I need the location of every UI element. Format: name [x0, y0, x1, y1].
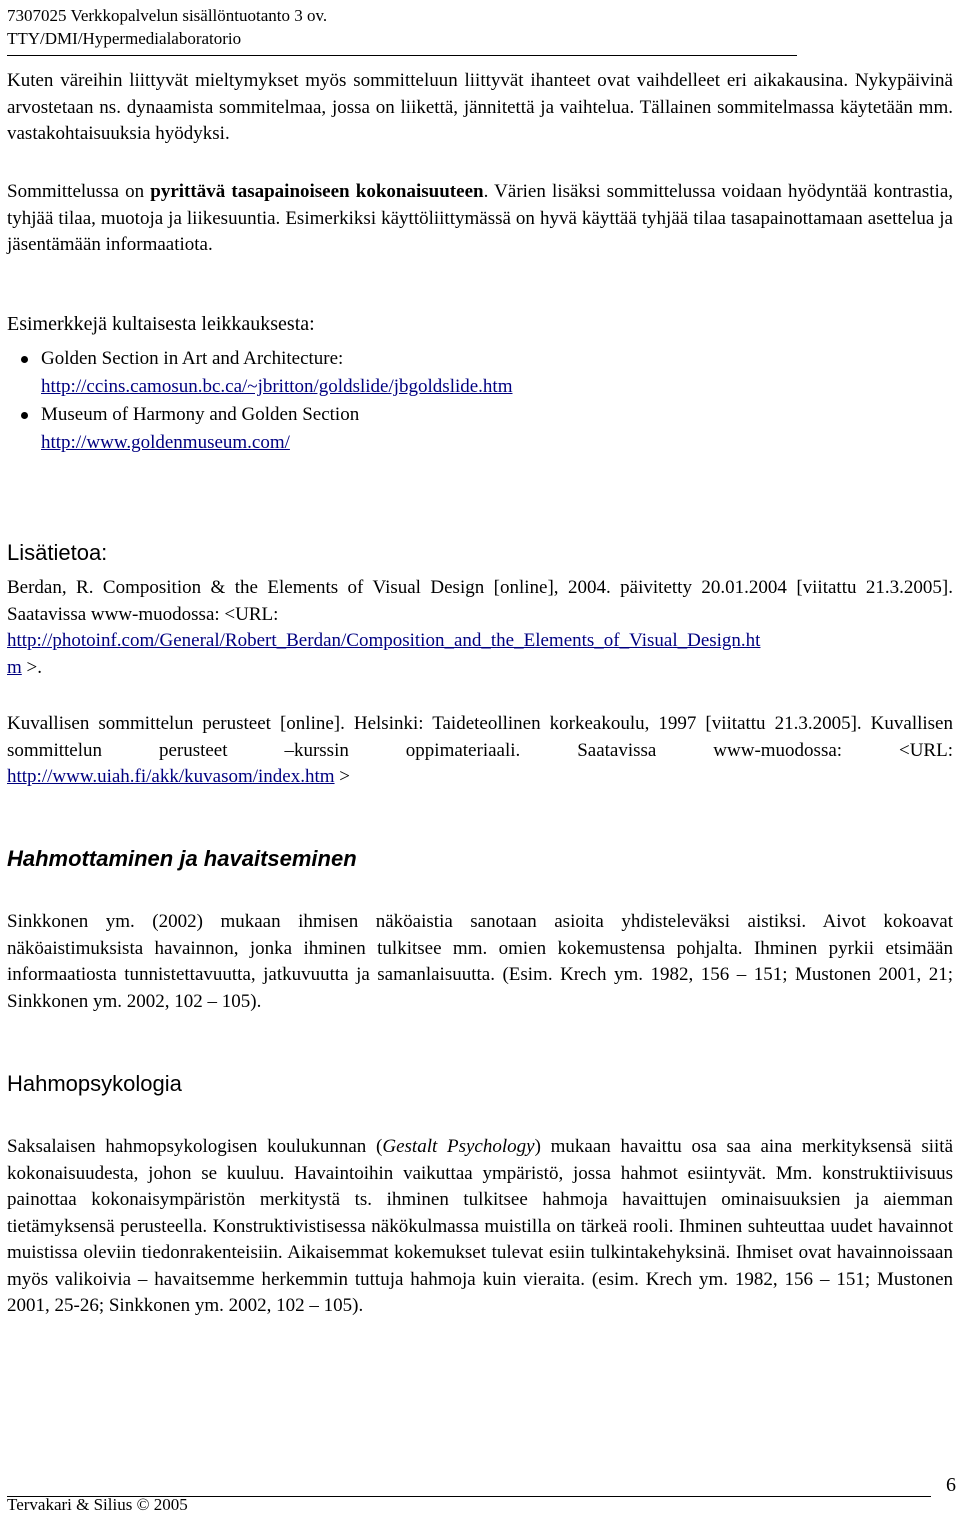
examples-list [7, 345, 953, 457]
header-course: 7307025 Verkkopalvelun sisällöntuotanto 3 ov. [7, 6, 328, 25]
reference-2-tail: > [334, 766, 351, 787]
examples-heading: Esimerkkejä kultaisesta leikkauksesta: [7, 313, 315, 335]
reference-1-link-continued[interactable]: m [7, 656, 22, 678]
list-item [7, 345, 953, 401]
example-link[interactable]: http://ccins.camosun.bc.ca/~jbritton/goldslide/jbgoldslide.htm [41, 376, 513, 397]
perception-paragraph: Sinkkonen ym. (2002) mukaan ihmisen näköaistia sanotaan asioita yhdisteleväksi aistiksi. Aivot kokoavat näköaistimuksista havainnon, jonka ihminen tulkitsee mm. omien kokemustensa pohjalta. Ihminen pyrkii etsimään informaatiosta tunnistettavuutta, jatkuvuutta ja samanlaisuutta. (Esim. Krech ym. 1982, 156 – 151; Mustonen 2001, 21; Sinkkonen ym. 2002, 102 – 105). [7, 911, 953, 1012]
gestalt-paragraph [7, 1134, 953, 1320]
more-info-heading: Lisätietoa: [7, 540, 108, 565]
intro-p2-emphasis: pyrittävä tasapainoiseen kokonaisuuteen [150, 181, 484, 202]
example-title: Golden Section in Art and Architecture: [41, 348, 344, 369]
list-item [7, 401, 953, 457]
gestalt-term: Gestalt Psychology [382, 1136, 535, 1157]
gestalt-text-end: ) mukaan havaittu osa saa aina merkityksensä siitä kokonaisuudesta, johon se kuuluu. Havaintoihin vaikuttaa ympäristö, jossa hahmot esiintyvät. Mm. konstruktiivisuus painottaa kokonaisympäristön merkitystä ts. ihminen tulkitsee hahmoja havaittujen ominaisuuksien ja aiemman tietämyksensä perusteella. Konstruktivistisessa näkökulmassa muistilla on tärkeä rooli. Ihminen suhteuttaa uudet havainnot muistissa oleviin tiedonrakenteisiin. Aikaisemmat kokemukset tulevat esiin tulkintakehyksinä. Ihmiset ovat havainnoissaan myös valikoivia – havaitsemme herkemmin tuttuja hahmoja kuin vieraita. (esim. Krech ym. 1982, 156 – 151; Mustonen 2001, 25-26; Sinkkonen ym. 2002, 102 – 105). [7, 1136, 954, 1316]
intro-p2-start: Sommittelussa on [7, 181, 151, 202]
header-department: TTY/DMI/Hypermedialaboratorio [7, 29, 242, 48]
example-link[interactable]: http://www.goldenmuseum.com/ [41, 432, 290, 453]
reference-1 [7, 575, 953, 681]
intro-paragraph-1: Kuten väreihin liittyvät mieltymykset myös sommitteluun liittyvät ihanteet ovat vaihdelleet eri aikakausina. Nykypäivinä arvostetaan ns. dynaamista sommitelmaa, jossa on liikettä, jännitettä ja vaihtelua. Tällainen sommitelmassa käytetään mm. vastakohtaisuuksia hyödyksi. [7, 70, 953, 144]
intro-paragraph-2 [7, 179, 953, 259]
bullet-icon [21, 356, 28, 363]
footer-copyright: Tervakari & Silius © 2005 [7, 1495, 188, 1514]
reference-1-link[interactable]: http://photoinf.com/General/Robert_Berdan/Composition_and_the_Elements_of_Visual_Design.ht [7, 630, 761, 651]
reference-2-link[interactable]: http://www.uiah.fi/akk/kuvasom/index.htm [7, 766, 335, 787]
bullet-icon [21, 412, 28, 419]
page-number: 6 [946, 1474, 956, 1496]
section-heading-gestalt: Hahmopsykologia [7, 1071, 182, 1096]
reference-2-text: Kuvallisen sommittelun perusteet [online]. Helsinki: Taideteollinen korkeakoulu, 1997 [viitattu 21.3.2005]. Kuvallisen sommittelun perusteet –kurssin oppimateriaali. Saatavissa www-muodossa: <URL: [7, 713, 953, 761]
gestalt-text-start: Saksalaisen hahmopsykologisen koulukunnan ( [7, 1136, 383, 1157]
intro-p2-middle: . Värien lisäksi sommittelussa voidaan hyödyntää kontrastia, tyhjää tilaa, muotoja ja liikesuuntia. [7, 181, 953, 229]
example-title: Museum of Harmony and Golden Section [41, 404, 360, 425]
reference-2 [7, 711, 953, 791]
section-heading-perception: Hahmottaminen ja havaitseminen [7, 846, 357, 871]
reference-1-text: Berdan, R. Composition & the Elements of Visual Design [online], 2004. päivitetty 20.01.2004 [viitattu 21.3.2005]. Saatavissa www-muodossa: <URL: [7, 577, 953, 625]
intro-p2-end: Esimerkiksi käyttöliittymässä on hyvä käyttää tyhjää tilaa tasapainottamaan asettelua ja jäsentämään informaatiota. [7, 207, 953, 255]
header-divider [7, 55, 797, 56]
reference-1-tail: >. [21, 656, 42, 678]
